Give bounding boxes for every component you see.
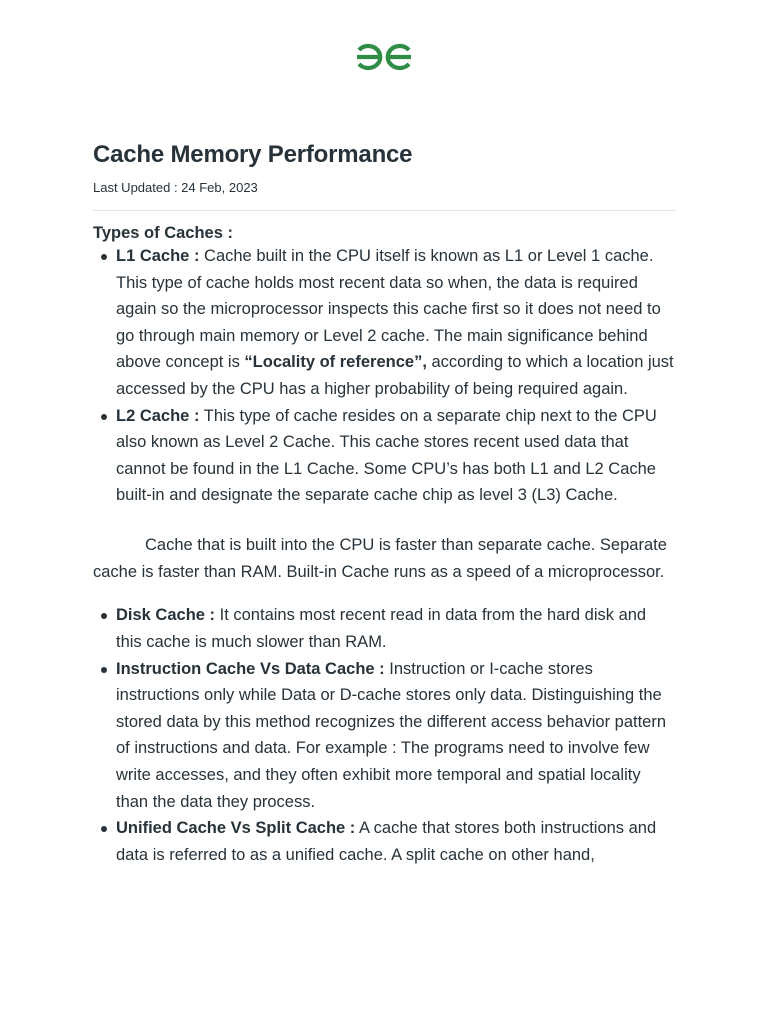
bullet-icon [101, 613, 107, 619]
list-item [93, 602, 676, 655]
bullet-icon [101, 414, 107, 420]
item-text: Cache built in the CPU itself is known as L1 or Level 1 cache. This type of cache holds most recent data so when, the data is required again so the microprocessor inspects this cache first so it does not need to go through main memory or Level 2 cache. The main significance behind above concept is [116, 247, 661, 372]
header-logo[interactable] [0, 40, 768, 74]
list-item [93, 815, 676, 868]
item-text: It contains most recent read in data from the hard disk and this cache is much slower than RAM. [116, 606, 647, 652]
last-updated: Last Updated : 24 Feb, 2023 [93, 180, 258, 195]
title-divider [93, 210, 676, 211]
article [93, 140, 676, 868]
item-term: Instruction Cache Vs Data Cache : [116, 659, 385, 678]
cache-kinds-list [93, 602, 676, 868]
list-item [93, 243, 676, 403]
item-emphasis: “Locality of reference”, [244, 353, 427, 372]
item-term: Disk Cache : [116, 606, 216, 625]
item-text: Instruction or I-cache stores instructions only while Data or D-cache stores only data. Distinguishing the stored data by this method recognizes the different access behavior pattern of instructions and data. For example : The programs need to involve few write accesses, and they often exhibit more temporal and spatial locality than the data they process. [116, 659, 667, 811]
list-item [93, 656, 676, 816]
item-text: according to which a location just accessed by the CPU has a higher probability of being required again. [116, 353, 674, 398]
item-term: L2 Cache : [116, 406, 200, 425]
bullet-icon [101, 254, 107, 260]
list-item [93, 403, 676, 509]
body-paragraph: Cache that is built into the CPU is faster than separate cache. Separate cache is faster than RAM. Built-in Cache runs as a speed of a microprocessor. [93, 535, 667, 581]
cache-types-list [93, 243, 676, 509]
item-text: A cache that stores both instructions and data is referred to as a unified cache. A split cache on other hand, [116, 819, 657, 864]
section-heading: Types of Caches : [93, 224, 233, 242]
gfg-logo-icon [355, 42, 413, 72]
bullet-icon [101, 667, 107, 673]
page-title: Cache Memory Performance [93, 141, 413, 168]
item-term: L1 Cache : [116, 247, 200, 265]
item-text: This type of cache resides on a separate chip next to the CPU also known as Level 2 Cache. This cache stores recent used data that cannot be found in the L1 Cache. Some CPU’s has both L1 and L2 Cache built-in and designate the separate cache chip as level 3 (L3) Cache. [116, 406, 657, 505]
item-term: Unified Cache Vs Split Cache : [116, 819, 356, 838]
bullet-icon [101, 826, 107, 832]
